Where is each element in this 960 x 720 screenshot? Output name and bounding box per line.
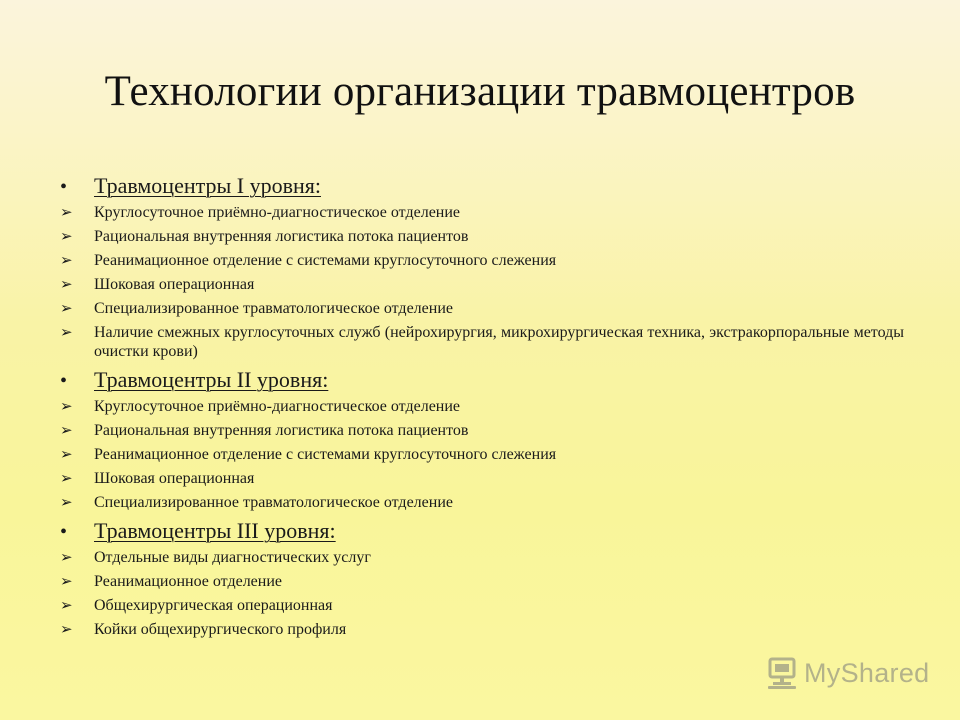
list-item [58, 620, 904, 639]
arrow-bullet-icon: ➢ [60, 275, 73, 293]
list-item [58, 445, 904, 464]
list-item-text: Специализированное травматологическое отделение [94, 300, 453, 317]
section-heading [58, 517, 904, 546]
list-item-text: Рациональная внутренняя логистика потока пациентов [94, 422, 469, 439]
arrow-bullet-icon: ➢ [60, 299, 73, 317]
arrow-bullet-icon: ➢ [60, 203, 73, 221]
list-item-text: Реанимационное отделение с системами круглосуточного слежения [94, 446, 557, 463]
list-item [58, 251, 904, 270]
list-item [58, 299, 904, 318]
list-item-text: Наличие смежных круглосуточных служб (нейрохирургия, микрохирургическая техника, экстракорпоральные методы очистки крови) [94, 324, 904, 360]
list-item-text: Круглосуточное приёмно-диагностическое отделение [94, 204, 461, 221]
list-item [58, 227, 904, 246]
arrow-bullet-icon: ➢ [60, 445, 73, 463]
list-item-text: Специализированное травматологическое отделение [94, 494, 453, 511]
arrow-bullet-icon: ➢ [60, 596, 73, 614]
list-item-text: Общехирургическая операционная [94, 597, 333, 614]
section-heading-label: Травмоцентры III уровня: [94, 518, 336, 543]
bullet-icon: • [60, 176, 68, 198]
bullet-icon: • [60, 521, 68, 543]
list-item-text: Реанимационное отделение с системами круглосуточного слежения [94, 252, 557, 269]
section-heading-label: Травмоцентры I уровня: [94, 173, 321, 198]
list-item [58, 572, 904, 591]
list-item [58, 493, 904, 512]
list-item-text: Круглосуточное приёмно-диагностическое отделение [94, 398, 461, 415]
section-heading [58, 366, 904, 395]
arrow-bullet-icon: ➢ [60, 227, 73, 245]
arrow-bullet-icon: ➢ [60, 251, 73, 269]
list-item-text: Койки общехирургического профиля [94, 621, 347, 638]
arrow-bullet-icon: ➢ [60, 493, 73, 511]
list-item [58, 323, 904, 361]
arrow-bullet-icon: ➢ [60, 323, 73, 341]
content-list [58, 170, 904, 644]
slide-title: Технологии организации травмоцентров [104, 68, 856, 115]
list-item-text: Шоковая операционная [94, 276, 255, 293]
arrow-bullet-icon: ➢ [60, 397, 73, 415]
arrow-bullet-icon: ➢ [60, 620, 73, 638]
section-heading [58, 172, 904, 201]
myshared-logo[interactable] [766, 656, 929, 690]
list-item [58, 275, 904, 294]
arrow-bullet-icon: ➢ [60, 572, 73, 590]
arrow-bullet-icon: ➢ [60, 469, 73, 487]
section-heading-label: Травмоцентры II уровня: [94, 367, 329, 392]
list-item [58, 203, 904, 222]
list-item [58, 469, 904, 488]
arrow-bullet-icon: ➢ [60, 421, 73, 439]
arrow-bullet-icon: ➢ [60, 548, 73, 566]
list-item [58, 397, 904, 416]
list-item-text: Шоковая операционная [94, 470, 255, 487]
list-item [58, 421, 904, 440]
list-item [58, 596, 904, 615]
myshared-logo-text: MyShared [804, 657, 930, 688]
list-item [58, 548, 904, 567]
list-item-text: Реанимационное отделение [94, 573, 282, 590]
myshared-logo-icon [766, 656, 798, 690]
bullet-icon: • [60, 370, 68, 392]
list-item-text: Отдельные виды диагностических услуг [94, 549, 371, 566]
list-item-text: Рациональная внутренняя логистика потока пациентов [94, 228, 469, 245]
